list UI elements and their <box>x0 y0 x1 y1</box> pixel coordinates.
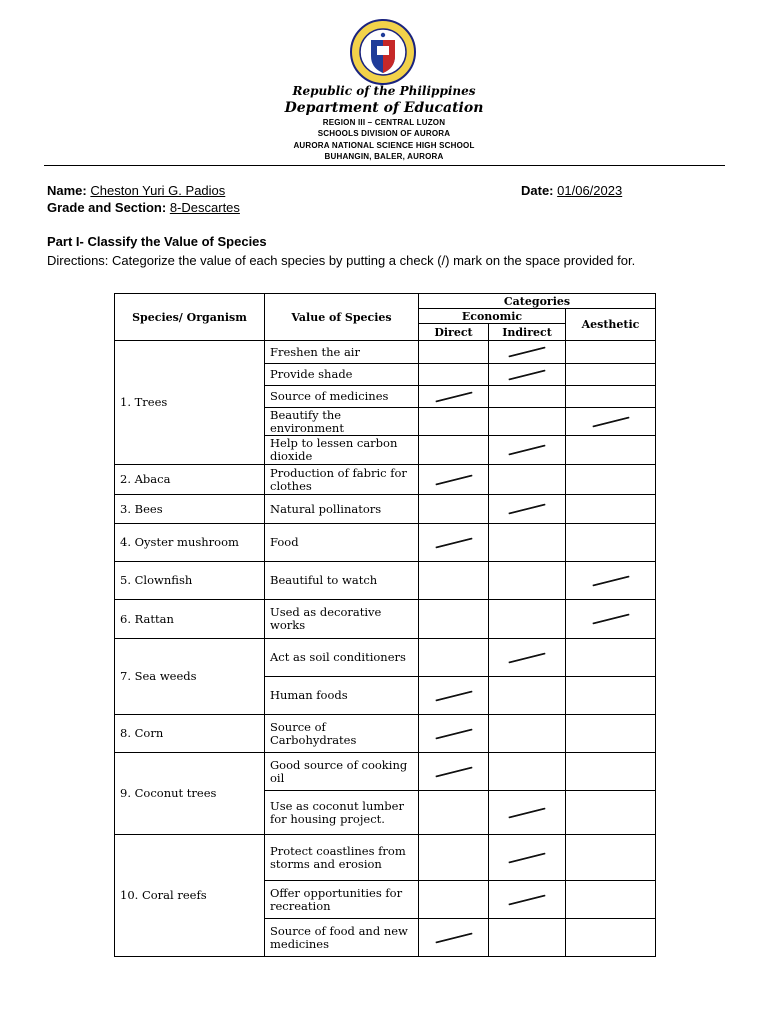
col-header-categories: Categories <box>419 294 656 309</box>
col-header-direct: Direct <box>419 324 489 341</box>
division-line: SCHOOLS DIVISION OF AURORA <box>317 129 451 138</box>
grade-value: 8-Descartes <box>169 200 240 215</box>
direct-cell <box>419 386 489 408</box>
indirect-cell <box>489 753 566 791</box>
direct-cell <box>419 753 489 791</box>
part-title: Part I- Classify the Value of Species <box>47 234 267 249</box>
direct-cell <box>419 364 489 386</box>
indirect-cell <box>489 791 566 835</box>
check-mark <box>508 894 545 905</box>
table-row <box>115 562 656 600</box>
check-mark <box>508 369 545 380</box>
aesthetic-cell <box>566 677 656 715</box>
grade-field <box>47 200 240 215</box>
directions-text: Directions: Categorize the value of each species by putting a check (/) mark on the space provided for. <box>47 253 636 268</box>
table-row <box>115 600 656 639</box>
indirect-cell <box>489 600 566 639</box>
aesthetic-cell <box>566 753 656 791</box>
aesthetic-cell <box>566 524 656 562</box>
table-row <box>115 835 656 881</box>
aesthetic-cell <box>566 341 656 364</box>
check-mark <box>592 613 629 624</box>
direct-cell <box>419 341 489 364</box>
check-mark <box>435 932 472 943</box>
aesthetic-cell <box>566 835 656 881</box>
check-mark <box>435 728 472 739</box>
check-mark <box>592 416 629 427</box>
direct-cell <box>419 600 489 639</box>
direct-cell <box>419 639 489 677</box>
name-label: Name: <box>47 183 87 198</box>
check-mark <box>508 444 545 455</box>
aesthetic-cell <box>566 600 656 639</box>
indirect-cell <box>489 436 566 465</box>
direct-cell <box>419 495 489 524</box>
aesthetic-cell <box>566 436 656 465</box>
school-line: AURORA NATIONAL SCIENCE HIGH SCHOOL <box>293 141 475 150</box>
region-line: REGION III – CENTRAL LUZON <box>322 118 446 127</box>
direct-cell <box>419 881 489 919</box>
check-mark <box>508 852 545 863</box>
department-heading: Department of Education <box>284 100 484 116</box>
col-header-species: Species/ Organism <box>115 294 265 341</box>
value-cell: Production of fabric for clothes <box>265 465 419 495</box>
col-header-economic: Economic <box>419 309 566 324</box>
indirect-cell <box>489 835 566 881</box>
value-cell: Human foods <box>265 677 419 715</box>
value-cell: Source of medicines <box>265 386 419 408</box>
value-cell: Beautify the environment <box>265 408 419 436</box>
species-cell: 2. Abaca <box>115 465 265 495</box>
species-cell: 9. Coconut trees <box>115 753 265 835</box>
indirect-cell <box>489 495 566 524</box>
check-mark <box>435 537 472 548</box>
value-cell: Food <box>265 524 419 562</box>
species-cell: 4. Oyster mushroom <box>115 524 265 562</box>
table-row <box>115 465 656 495</box>
value-cell: Offer opportunities for recreation <box>265 881 419 919</box>
table-row <box>115 524 656 562</box>
col-header-aesthetic: Aesthetic <box>566 309 656 341</box>
direct-cell <box>419 524 489 562</box>
value-cell: Help to lessen carbon dioxide <box>265 436 419 465</box>
aesthetic-cell <box>566 715 656 753</box>
check-mark <box>508 346 545 357</box>
aesthetic-cell <box>566 465 656 495</box>
aesthetic-cell <box>566 791 656 835</box>
check-mark <box>435 690 472 701</box>
table-row <box>115 715 656 753</box>
check-mark <box>435 474 472 485</box>
check-mark <box>435 766 472 777</box>
species-cell: 6. Rattan <box>115 600 265 639</box>
aesthetic-cell <box>566 364 656 386</box>
indirect-cell <box>489 919 566 957</box>
grade-label: Grade and Section: <box>47 200 167 215</box>
indirect-cell <box>489 881 566 919</box>
direct-cell <box>419 835 489 881</box>
direct-cell <box>419 715 489 753</box>
col-header-value: Value of Species <box>265 294 419 341</box>
table-row <box>115 495 656 524</box>
table-row <box>115 753 656 791</box>
value-cell: Provide shade <box>265 364 419 386</box>
check-mark <box>508 652 545 663</box>
species-cell: 3. Bees <box>115 495 265 524</box>
aesthetic-cell <box>566 562 656 600</box>
value-cell: Freshen the air <box>265 341 419 364</box>
indirect-cell <box>489 677 566 715</box>
direct-cell <box>419 791 489 835</box>
indirect-cell <box>489 524 566 562</box>
aesthetic-cell <box>566 639 656 677</box>
date-label: Date: <box>521 183 554 198</box>
direct-cell <box>419 465 489 495</box>
header-divider <box>44 165 725 166</box>
check-mark <box>435 391 472 402</box>
address-line: BUHANGIN, BALER, AURORA <box>324 152 444 161</box>
deped-seal <box>349 18 417 86</box>
name-field <box>47 183 225 198</box>
value-cell: Act as soil conditioners <box>265 639 419 677</box>
direct-cell <box>419 436 489 465</box>
value-cell: Natural pollinators <box>265 495 419 524</box>
check-mark <box>592 575 629 586</box>
indirect-cell <box>489 341 566 364</box>
value-cell: Use as coconut lumber for housing project. <box>265 791 419 835</box>
name-value: Cheston Yuri G. Padios <box>90 183 226 198</box>
aesthetic-cell <box>566 919 656 957</box>
date-value: 01/06/2023 <box>557 183 623 198</box>
direct-cell <box>419 677 489 715</box>
indirect-cell <box>489 364 566 386</box>
aesthetic-cell <box>566 495 656 524</box>
direct-cell <box>419 562 489 600</box>
direct-cell <box>419 919 489 957</box>
value-cell: Beautiful to watch <box>265 562 419 600</box>
indirect-cell <box>489 465 566 495</box>
value-cell: Good source of cooking oil <box>265 753 419 791</box>
species-cell: 8. Corn <box>115 715 265 753</box>
indirect-cell <box>489 386 566 408</box>
indirect-cell <box>489 715 566 753</box>
indirect-cell <box>489 408 566 436</box>
value-cell: Used as decorative works <box>265 600 419 639</box>
species-cell: 7. Sea weeds <box>115 639 265 715</box>
indirect-cell <box>489 562 566 600</box>
date-field <box>521 183 622 198</box>
species-cell: 1. Trees <box>115 341 265 465</box>
value-cell: Protect coastlines from storms and erosion <box>265 835 419 881</box>
aesthetic-cell <box>566 386 656 408</box>
aesthetic-cell <box>566 408 656 436</box>
species-table <box>114 293 656 957</box>
indirect-cell <box>489 639 566 677</box>
species-cell: 5. Clownfish <box>115 562 265 600</box>
table-row <box>115 639 656 677</box>
check-mark <box>508 503 545 514</box>
species-cell: 10. Coral reefs <box>115 835 265 957</box>
republic-heading: Republic of the Philippines <box>292 84 476 98</box>
col-header-indirect: Indirect <box>489 324 566 341</box>
value-cell: Source of Carbohydrates <box>265 715 419 753</box>
table-row <box>115 341 656 364</box>
check-mark <box>508 807 545 818</box>
direct-cell <box>419 408 489 436</box>
value-cell: Source of food and new medicines <box>265 919 419 957</box>
aesthetic-cell <box>566 881 656 919</box>
